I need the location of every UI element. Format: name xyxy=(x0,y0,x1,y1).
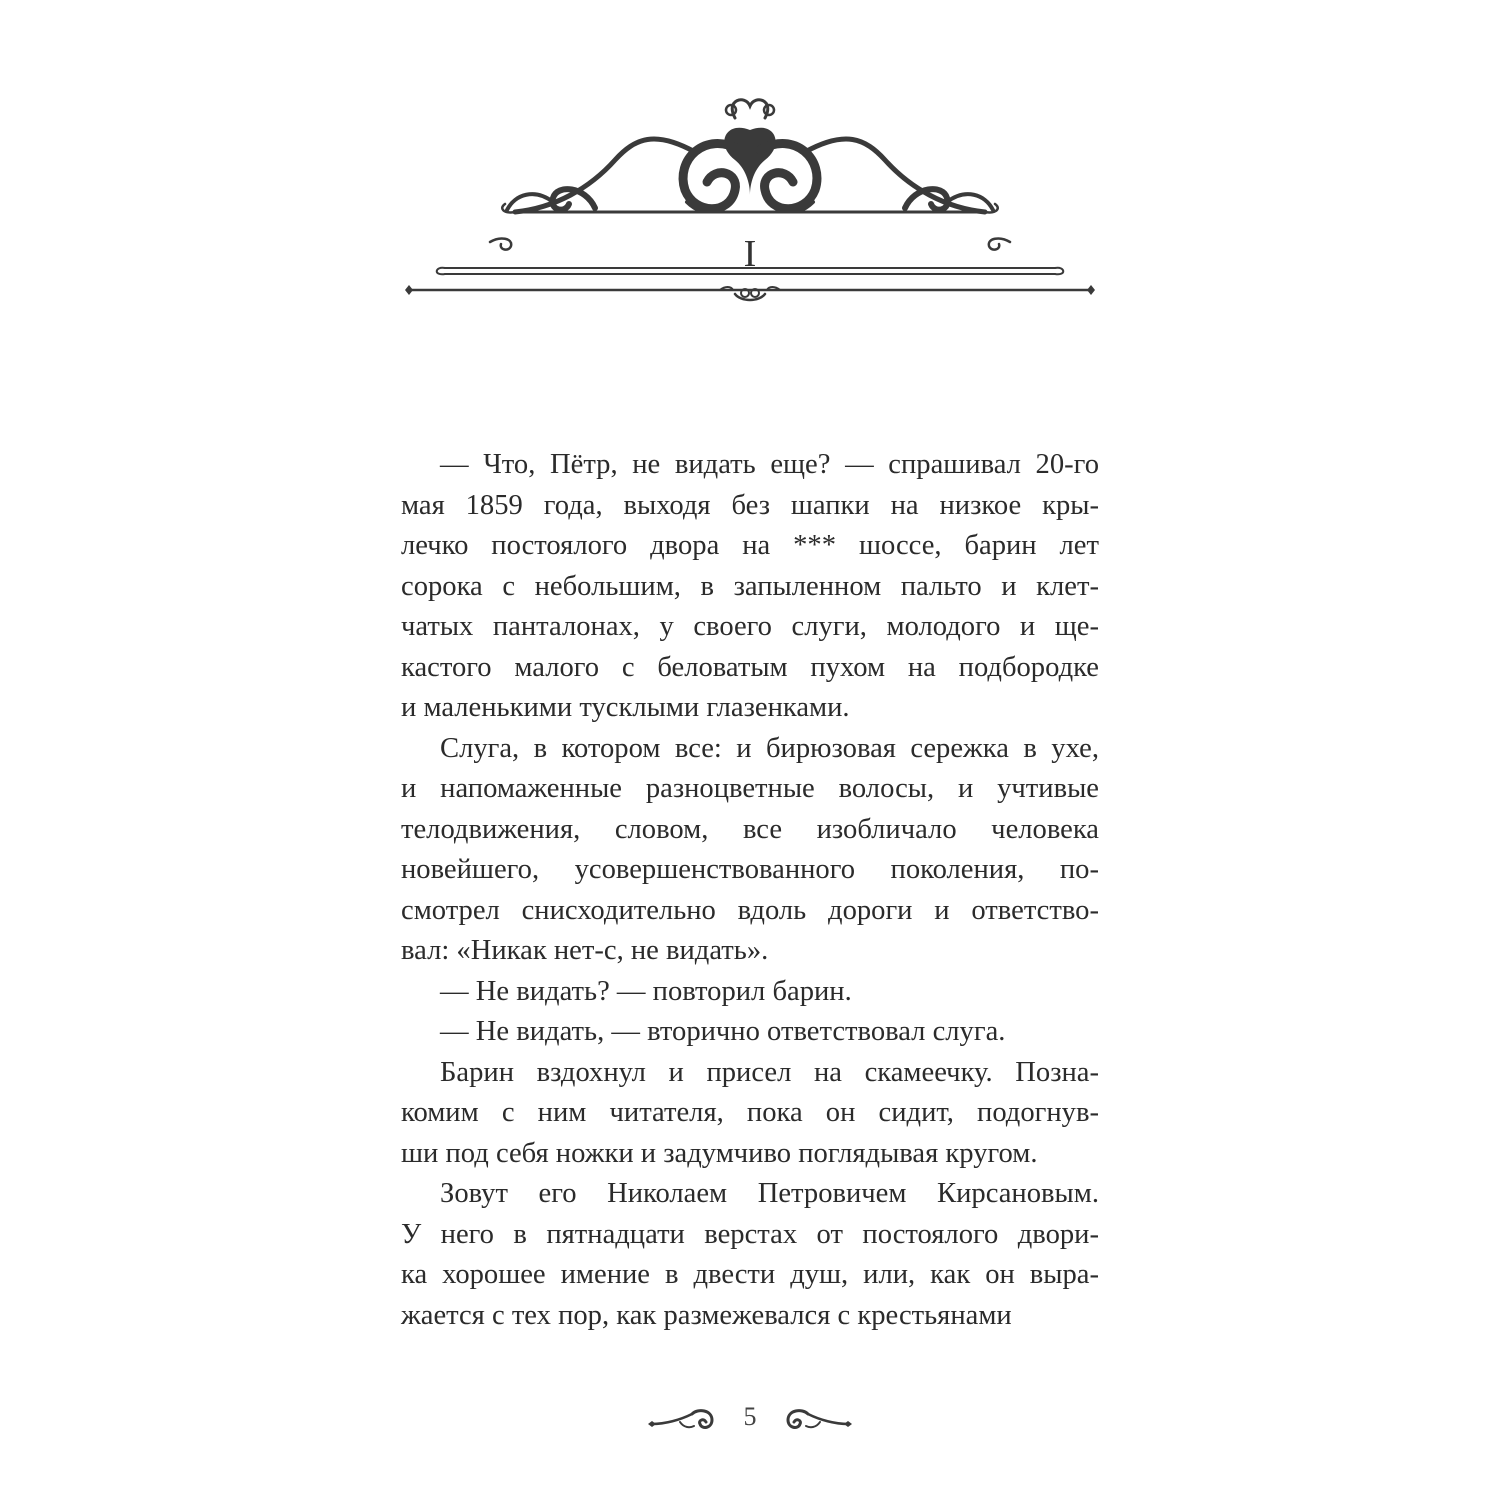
paragraph xyxy=(401,1012,1099,1053)
text-line: Барин вздохнул и присел на скамеечку. Позна- xyxy=(440,1056,1099,1088)
text-line: — Не видать? — повторил барин. xyxy=(440,975,852,1007)
paragraph xyxy=(401,972,1099,1013)
text-line: и маленькими тусклыми глазенками. xyxy=(401,692,850,723)
text-line: — Что, Пётр, не видать еще? — спрашивал 20-го xyxy=(440,449,1099,480)
text-line: жается с тех пор, как размежевался с крестьянами xyxy=(401,1299,1012,1331)
text-line: комим с ним читателя, пока он сидит, подогнув- xyxy=(401,1097,1099,1128)
text-line: Зовут его Николаем Петровичем Кирсановым. xyxy=(440,1178,1099,1209)
text-line: чатых панталонах, у своего слуги, молодого и ще- xyxy=(401,611,1099,642)
text-line: мая 1859 года, выходя без шапки на низкое кры- xyxy=(401,489,1099,521)
paragraph xyxy=(401,445,1099,729)
chapter-header-ornament xyxy=(395,90,1105,310)
text-line: У него в пятнадцати верстах от постоялого двори- xyxy=(401,1218,1099,1250)
paragraph xyxy=(401,1174,1099,1336)
text-line: — Не видать, — вторично ответствовал слуга. xyxy=(440,1016,1006,1047)
page-footer xyxy=(640,1398,860,1438)
chapter-text xyxy=(401,445,1099,1336)
chapter-numeral: I xyxy=(743,233,757,275)
text-line: новейшего, усовершенствованного поколения, по- xyxy=(401,854,1099,885)
text-line: смотрел снисходительно вдоль дороги и ответство- xyxy=(401,894,1099,926)
text-line: кастого малого с беловатым пухом на подбородке xyxy=(401,651,1099,683)
text-line: ши под себя ножки и задумчиво поглядывая кругом. xyxy=(401,1137,1038,1169)
text-line: ка хорошее имение в двести душ, или, как он выра- xyxy=(401,1259,1099,1290)
text-line: и напомаженные разноцветные волосы, и учтивые xyxy=(401,773,1099,804)
paragraph xyxy=(401,1053,1099,1175)
text-line: сорока с небольшим, в запыленном пальто и клет- xyxy=(401,570,1099,602)
text-line: Слуга, в котором все: и бирюзовая сережка в ухе, xyxy=(440,732,1099,764)
paragraph xyxy=(401,729,1099,972)
page-number: 5 xyxy=(743,1402,757,1431)
text-line: лечко постоялого двора на *** шоссе, барин лет xyxy=(401,530,1099,561)
text-line: вал: «Никак нет-с, не видать». xyxy=(401,935,769,966)
text-line: телодвижения, словом, все изобличало человека xyxy=(401,813,1099,845)
